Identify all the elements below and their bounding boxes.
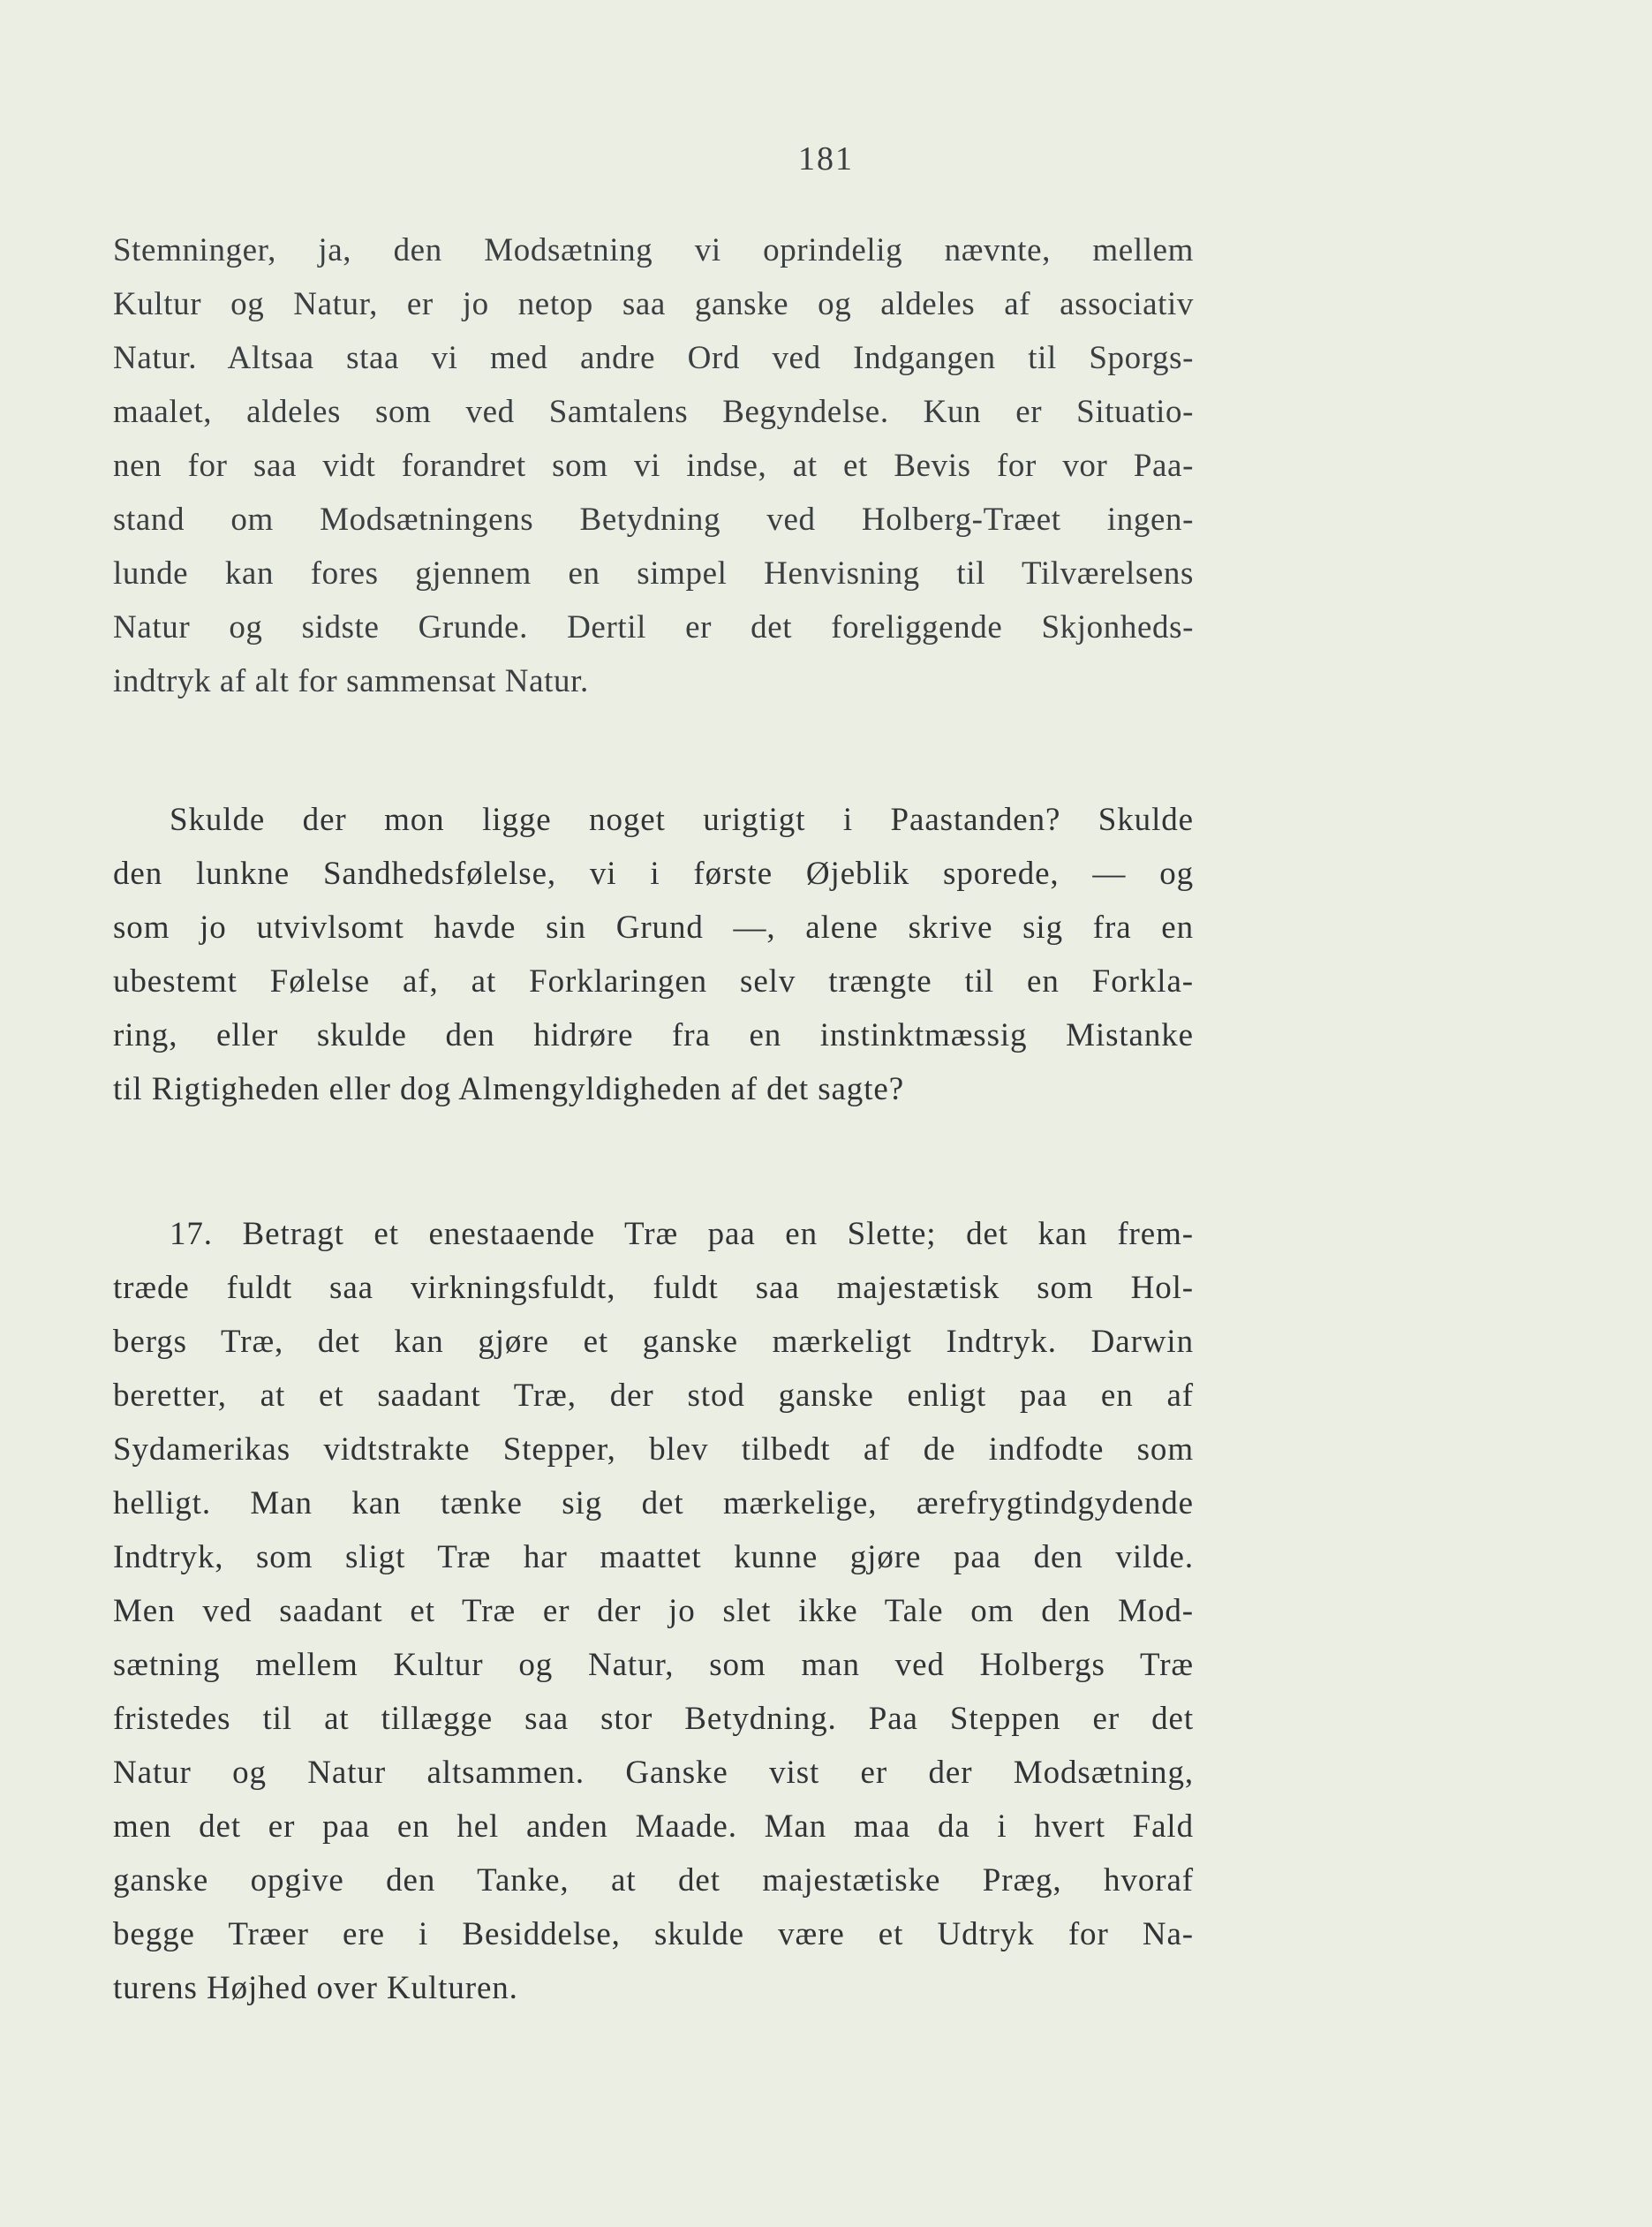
text-line: træde fuldt saa virkningsfuldt, fuldt saa majestætisk som Hol- bbox=[113, 1270, 1194, 1306]
text-line: stand om Modsætningens Betydning ved Holberg-Træet ingen- bbox=[113, 502, 1194, 538]
text-line: sætning mellem Kultur og Natur, som man ved Holbergs Træ bbox=[113, 1647, 1194, 1683]
text-line: til Rigtigheden eller dog Almengyldigheden af det sagte? bbox=[113, 1071, 905, 1107]
paragraph-continuation bbox=[113, 223, 1194, 708]
text-line: maalet, aldeles som ved Samtalens Begyndelse. Kun er Situatio- bbox=[113, 394, 1194, 430]
text-line: Natur og Natur altsammen. Ganske vist er der Modsætning, bbox=[113, 1755, 1194, 1791]
text-line: som jo utvivlsomt havde sin Grund —, alene skrive sig fra en bbox=[113, 910, 1194, 946]
text-line: bergs Træ, det kan gjøre et ganske mærkeligt Indtryk. Darwin bbox=[113, 1324, 1194, 1360]
text-line: beretter, at et saadant Træ, der stod ganske enligt paa en af bbox=[113, 1378, 1194, 1414]
text-line: Natur og sidste Grunde. Dertil er det foreliggende Skjonheds- bbox=[113, 609, 1194, 645]
text-line: ganske opgive den Tanke, at det majestætiske Præg, hvoraf bbox=[113, 1862, 1194, 1899]
text-line: turens Højhed over Kulturen. bbox=[113, 1970, 518, 2006]
text-line: Indtryk, som sligt Træ har maattet kunne gjøre paa den vilde. bbox=[113, 1539, 1194, 1575]
text-line: lunde kan fores gjennem en simpel Henvisning til Tilværelsens bbox=[113, 555, 1194, 592]
text-line: Men ved saadant et Træ er der jo slet ikke Tale om den Mod- bbox=[113, 1593, 1194, 1629]
text-line: indtryk af alt for sammensat Natur. bbox=[113, 663, 589, 699]
text-line: begge Træer ere i Besiddelse, skulde være et Udtryk for Na- bbox=[113, 1916, 1194, 1952]
text-line: ring, eller skulde den hidrøre fra en instinktmæssig Mistanke bbox=[113, 1017, 1194, 1053]
text-line: Sydamerikas vidtstrakte Stepper, blev tilbedt af de indfodte som bbox=[113, 1431, 1194, 1468]
text-line: den lunkne Sandhedsfølelse, vi i første Øjeblik sporede, — og bbox=[113, 856, 1194, 892]
paragraph-section-17 bbox=[113, 1207, 1194, 2015]
text-line: Natur. Altsaa staa vi med andre Ord ved Indgangen til Sporgs- bbox=[113, 340, 1194, 376]
text-line: nen for saa vidt forandret som vi indse, at et Bevis for vor Paa- bbox=[113, 448, 1194, 484]
text-line: 17. Betragt et enestaaende Træ paa en Slette; det kan frem- bbox=[170, 1216, 1194, 1252]
text-line: Stemninger, ja, den Modsætning vi oprindelig nævnte, mellem bbox=[113, 232, 1194, 268]
text-line: ubestemt Følelse af, at Forklaringen selv trængte til en Forkla- bbox=[113, 963, 1194, 1000]
text-line: fristedes til at tillægge saa stor Betydning. Paa Steppen er det bbox=[113, 1701, 1194, 1737]
text-line: men det er paa en hel anden Maade. Man maa da i hvert Fald bbox=[113, 1808, 1194, 1845]
text-line: Skulde der mon ligge noget urigtigt i Paastanden? Skulde bbox=[170, 802, 1194, 838]
text-line: helligt. Man kan tænke sig det mærkelige, ærefrygtindgydende bbox=[113, 1485, 1194, 1521]
paragraph-question bbox=[113, 793, 1194, 1116]
text-line: Kultur og Natur, er jo netop saa ganske og aldeles af associativ bbox=[113, 286, 1194, 322]
page-number: 181 bbox=[798, 140, 854, 177]
